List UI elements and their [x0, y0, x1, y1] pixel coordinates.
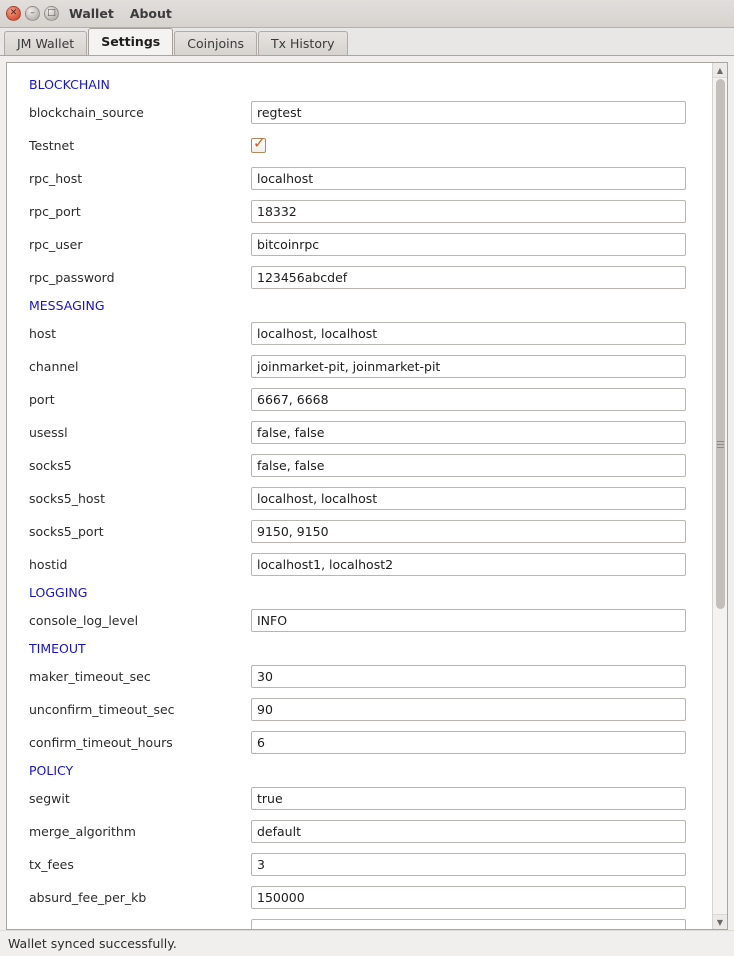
input-rpc-user[interactable] [251, 233, 686, 256]
status-message: Wallet synced successfully. [8, 936, 177, 951]
setting-row-blockchain-source [7, 96, 712, 129]
field-confirm-timeout-hours [251, 731, 686, 754]
label-socks5-port: socks5_port [29, 524, 104, 539]
title-bar [0, 0, 734, 28]
setting-row-partial [7, 914, 712, 929]
close-glyph: ✕ [9, 8, 18, 18]
field-hostid [251, 553, 686, 576]
close-icon[interactable] [6, 6, 21, 21]
label-hostid: hostid [29, 557, 68, 572]
field-tx-fees [251, 853, 686, 876]
label-usessl: usessl [29, 425, 68, 440]
settings-panel [6, 62, 728, 930]
input-console-log-level[interactable] [251, 609, 686, 632]
setting-row-hostid [7, 548, 712, 581]
setting-row-absurd-fee-per-kb [7, 881, 712, 914]
label-port: port [29, 392, 55, 407]
field-segwit [251, 787, 686, 810]
section-logging-title: LOGGING [29, 585, 88, 600]
field-rpc-host [251, 167, 686, 190]
setting-row-testnet [7, 129, 712, 162]
label-channel: channel [29, 359, 79, 374]
label-maker-timeout-sec: maker_timeout_sec [29, 669, 151, 684]
checkbox-testnet[interactable] [251, 134, 266, 153]
field-socks5-port [251, 520, 686, 543]
input-tx-fees[interactable] [251, 853, 686, 876]
field-rpc-port [251, 200, 686, 223]
field-merge-algorithm [251, 820, 686, 843]
input-usessl[interactable] [251, 421, 686, 444]
label-rpc-password: rpc_password [29, 270, 115, 285]
section-messaging-title: MESSAGING [29, 298, 105, 313]
label-confirm-timeout-hours: confirm_timeout_hours [29, 735, 173, 750]
setting-row-unconfirm-timeout-sec [7, 693, 712, 726]
label-rpc-user: rpc_user [29, 237, 83, 252]
section-blockchain-title: BLOCKCHAIN [29, 77, 110, 92]
input-absurd-fee-per-kb[interactable] [251, 886, 686, 909]
setting-row-socks5-port [7, 515, 712, 548]
chevron-down-icon[interactable]: ▼ [713, 914, 727, 929]
field-rpc-password [251, 266, 686, 289]
label-blockchain-source: blockchain_source [29, 105, 144, 120]
setting-row-tx-fees [7, 848, 712, 881]
field-maker-timeout-sec [251, 665, 686, 688]
input-rpc-password[interactable] [251, 266, 686, 289]
label-socks5: socks5 [29, 458, 72, 473]
field-host [251, 322, 686, 345]
label-rpc-port: rpc_port [29, 204, 81, 219]
section-timeout-title: TIMEOUT [29, 641, 86, 656]
field-partial [251, 919, 686, 929]
input-channel[interactable] [251, 355, 686, 378]
scrollbar-grip [717, 441, 724, 448]
setting-row-console-log-level [7, 604, 712, 637]
input-host[interactable] [251, 322, 686, 345]
input-socks5[interactable] [251, 454, 686, 477]
input-unconfirm-timeout-sec[interactable] [251, 698, 686, 721]
tab-settings[interactable]: Settings [88, 28, 173, 55]
tab-bar [0, 28, 734, 56]
field-console-log-level [251, 609, 686, 632]
setting-row-rpc-user [7, 228, 712, 261]
label-merge-algorithm: merge_algorithm [29, 824, 136, 839]
input-port[interactable] [251, 388, 686, 411]
field-unconfirm-timeout-sec [251, 698, 686, 721]
label-rpc-host: rpc_host [29, 171, 83, 186]
tab-coinjoins[interactable]: Coinjoins [174, 31, 257, 55]
scrollbar-thumb[interactable] [716, 79, 725, 609]
tab-jm-wallet[interactable]: JM Wallet [4, 31, 87, 55]
field-channel [251, 355, 686, 378]
label-host: host [29, 326, 56, 341]
input-rpc-port[interactable] [251, 200, 686, 223]
input-confirm-timeout-hours[interactable] [251, 731, 686, 754]
setting-row-channel [7, 350, 712, 383]
field-testnet [251, 134, 686, 153]
app-title: Wallet [69, 6, 114, 21]
check-icon: ✓ [253, 134, 266, 152]
label-socks5-host: socks5_host [29, 491, 105, 506]
setting-row-segwit [7, 782, 712, 815]
input-socks5-host[interactable] [251, 487, 686, 510]
label-tx-fees: tx_fees [29, 857, 74, 872]
input-hostid[interactable] [251, 553, 686, 576]
label-testnet: Testnet [29, 138, 75, 153]
settings-scrollbar[interactable] [712, 63, 727, 929]
section-policy-title: POLICY [29, 763, 74, 778]
setting-row-rpc-port [7, 195, 712, 228]
menu-item-about[interactable]: About [129, 6, 172, 21]
input-socks5-port[interactable] [251, 520, 686, 543]
minimize-icon[interactable] [25, 6, 40, 21]
input-partial[interactable] [251, 919, 686, 929]
setting-row-merge-algorithm [7, 815, 712, 848]
field-blockchain-source [251, 101, 686, 124]
label-segwit: segwit [29, 791, 70, 806]
setting-row-host [7, 317, 712, 350]
input-merge-algorithm[interactable] [251, 820, 686, 843]
maximize-glyph: □ [47, 8, 56, 18]
setting-row-socks5 [7, 449, 712, 482]
settings-list [7, 63, 712, 929]
minimize-glyph: – [30, 8, 35, 18]
setting-row-rpc-host [7, 162, 712, 195]
tab-tx-history[interactable]: Tx History [258, 31, 347, 55]
maximize-icon[interactable] [44, 6, 59, 21]
window-controls [6, 6, 59, 21]
field-socks5 [251, 454, 686, 477]
input-blockchain-source[interactable] [251, 101, 686, 124]
field-absurd-fee-per-kb [251, 886, 686, 909]
field-port [251, 388, 686, 411]
label-console-log-level: console_log_level [29, 613, 139, 628]
input-segwit[interactable] [251, 787, 686, 810]
setting-row-rpc-password [7, 261, 712, 294]
chevron-up-icon[interactable]: ▲ [713, 63, 727, 78]
field-rpc-user [251, 233, 686, 256]
label-absurd-fee-per-kb: absurd_fee_per_kb [29, 890, 147, 905]
setting-row-socks5-host [7, 482, 712, 515]
field-usessl [251, 421, 686, 444]
setting-row-port [7, 383, 712, 416]
setting-row-maker-timeout-sec [7, 660, 712, 693]
setting-row-usessl [7, 416, 712, 449]
title-menu [69, 5, 174, 22]
input-maker-timeout-sec[interactable] [251, 665, 686, 688]
status-bar [0, 930, 734, 956]
label-unconfirm-timeout-sec: unconfirm_timeout_sec [29, 702, 175, 717]
setting-row-confirm-timeout-hours [7, 726, 712, 759]
content-area [0, 56, 734, 930]
input-rpc-host[interactable] [251, 167, 686, 190]
field-socks5-host [251, 487, 686, 510]
